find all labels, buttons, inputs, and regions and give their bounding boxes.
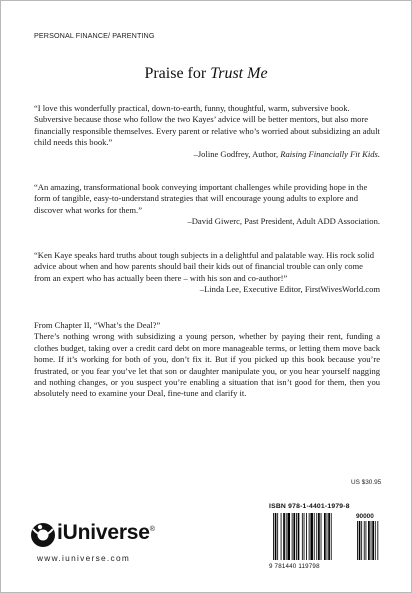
ean-digits: 9 781440 119798 [269,563,320,570]
barcode-bar [306,513,307,560]
chapter-excerpt [34,320,380,400]
iuniverse-swirl-logo-icon [29,521,55,549]
barcode-addon-bar [368,521,370,560]
barcode-bar [314,513,315,560]
barcode-icon [269,513,381,563]
barcode-addon-bar [357,521,358,560]
barcode-bar [302,513,303,560]
barcode-bar [328,513,330,560]
addon-number: 90000 [356,513,374,520]
isbn-label: ISBN 978-1-4401-1979-8 [269,503,350,510]
quote-attribution: –Linda Lee, Executive Editor, FirstWivesWorld.com [199,284,380,295]
barcode-bar [277,513,278,560]
quote-text: “Ken Kaye speaks hard truths about tough subjects in a delightful and palatable way. His rock solid advice about when and how parents should bail their kids out of financial trouble can only come from an expert who has actually been there – with his son and co-author!” [34,250,375,283]
barcode-addon-bar [359,521,361,560]
quote-text: “An amazing, transformational book conveying important challenges while providing hope in the form of tangible, easy-to-understand strategies that will encourage young adults to explore and discover what works for them.” [34,182,368,215]
barcode-bar [296,513,297,560]
isbn-barcode [269,503,381,573]
book-title: Trust Me [210,65,268,82]
barcode-addon-bar [361,521,362,560]
attribution-work: Raising Financially Fit Kids. [280,148,380,159]
publisher-url: www.iuniverse.com [37,553,131,563]
barcode-bar [316,513,317,560]
barcode-bar [309,513,310,560]
barcode-bar [318,513,320,560]
barcode-addon-bar [377,521,378,560]
barcode-bar [324,513,326,560]
barcode-bar [293,513,295,560]
quote-attribution: –David Giwerc, Past President, Adult ADD Association. [187,216,380,227]
barcode-addon-bar [364,521,365,560]
barcode-bar [286,513,287,560]
barcode-bar [327,513,328,560]
barcode-bar [275,513,277,560]
category-label: PERSONAL FINANCE/ PARENTING [34,31,155,40]
excerpt-intro: From Chapter II, “What’s the Deal?” [34,320,161,330]
barcode-addon-bar [366,521,367,560]
publisher-name [57,521,155,545]
quote-giwerc [34,182,380,228]
quote-text: “I love this wonderfully practical, down-to-earth, funny, thoughtful, warm, subversive book. Subversive because those who follow the two Kayes’ advice will be better mentors, but also more financially responsible themselves. Every parent or relative who’s worried about subsidizing an adult child needs this book.” [34,103,380,148]
barcode-bar [287,513,290,560]
attribution-name: –Joline Godfrey, Author, [193,148,281,159]
publisher-name-text: iUniverse [57,521,150,544]
barcode-bar [281,513,282,560]
quote-godfrey [34,103,380,160]
barcode-bar [298,513,300,560]
quote-lee [34,250,380,296]
barcode-bar [273,513,274,560]
barcode-bar [321,513,322,560]
barcode-addon-bar [371,521,372,560]
barcode-bar [304,513,305,560]
barcode-addon-bar [372,521,374,560]
barcode-bar [310,513,313,560]
barcode-bar [331,513,332,560]
price-label: US $30.95 [351,479,382,486]
excerpt-body: There’s nothing wrong with subsidizing a young person, whether by paying their rent, funding a clothes budget, taking over a credit card debt on more manageable terms, or letting them move back home. If it’s working for both of you, don’t fix it. But if you picked up this book because you’re frustrated, or you fear you’ve let that son or daughter manipulate you, or you hear yourself nagging and nothing changes, or you suspect you’re enabling a situation that isn’t good for them, then you absolutely need to examine your Deal, fine-tune and clarify it. [34,331,380,399]
registered-mark: ® [149,526,155,533]
barcode-bar [292,513,293,560]
praise-heading-prefix: Praise for [144,65,207,82]
quote-attribution [34,149,380,160]
praise-heading [1,65,411,83]
publisher-logo [29,521,209,571]
barcode-bar [283,513,285,560]
barcode-addon-bar [375,521,376,560]
